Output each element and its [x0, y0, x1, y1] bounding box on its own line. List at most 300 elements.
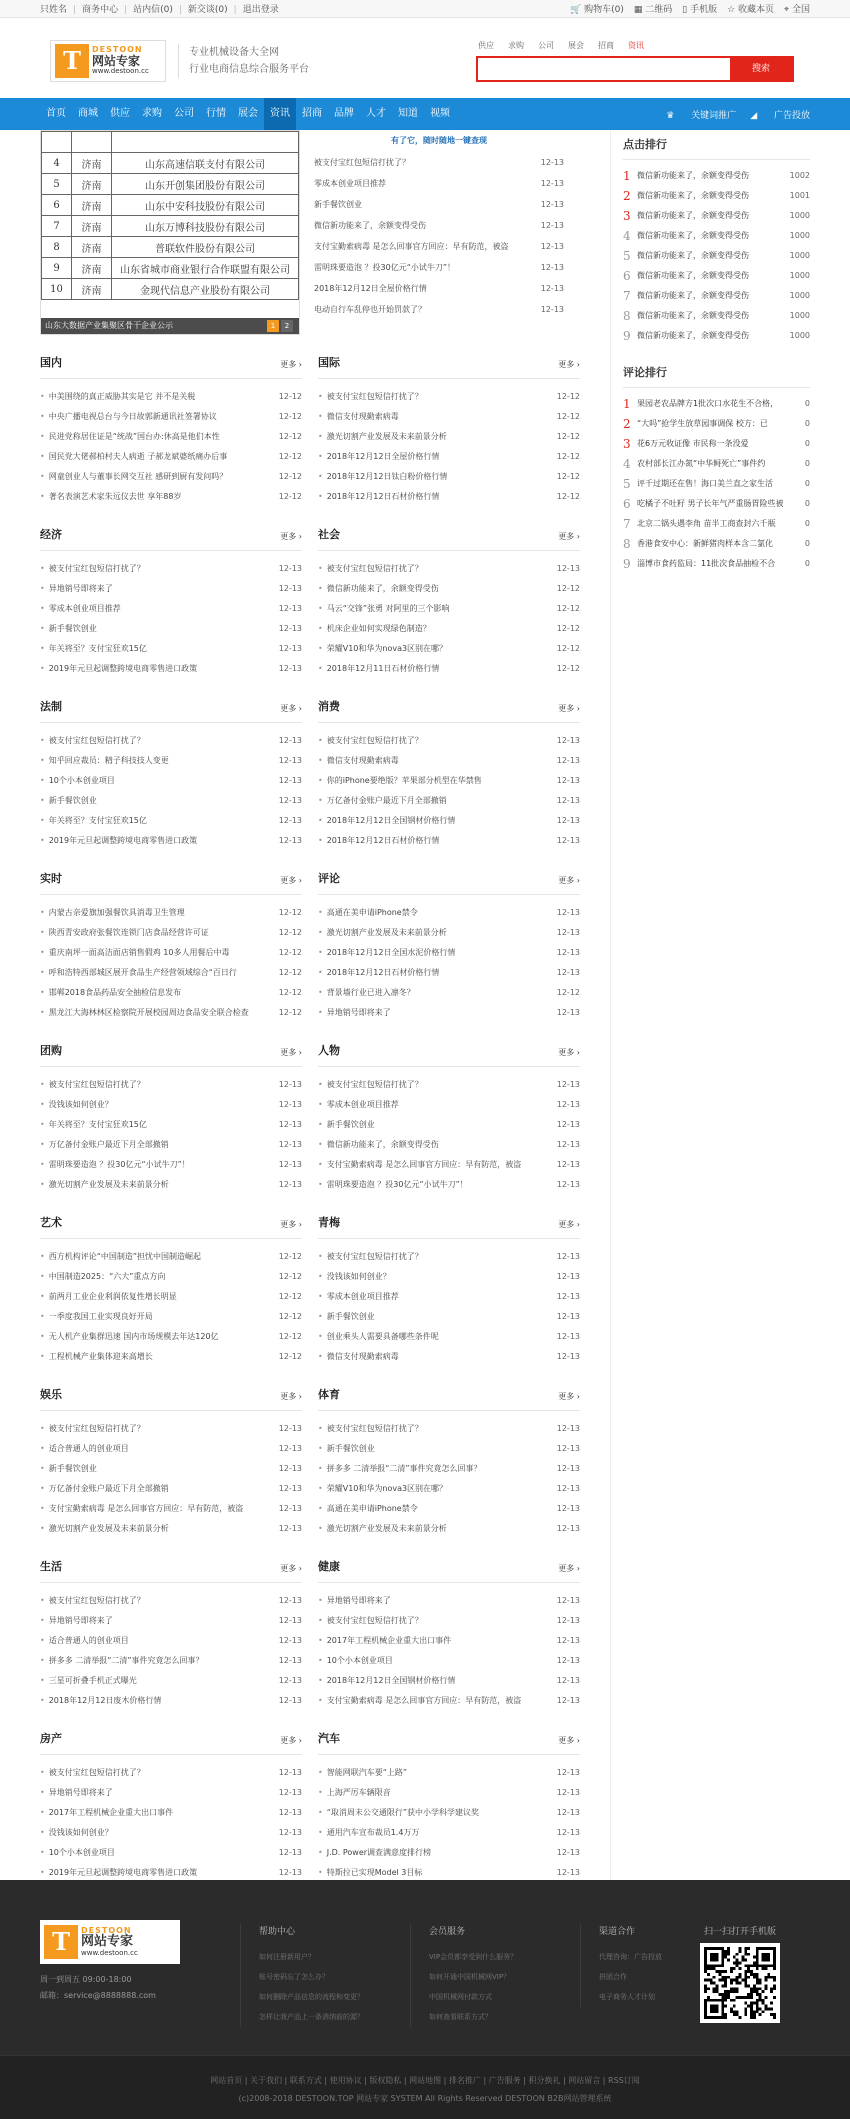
more-link[interactable] [558, 703, 580, 714]
list-item[interactable] [318, 1591, 580, 1611]
footer-link[interactable]: 如何查看联系方式？ [429, 2013, 492, 2021]
news-title[interactable]: • 激光切割产业发展及未来前景分析 [318, 427, 447, 447]
list-item[interactable] [318, 811, 580, 831]
news-title[interactable]: • 被支付宝红包短信打扰了？ [318, 731, 423, 751]
section-title[interactable]: 健康 [318, 1560, 340, 1573]
list-item[interactable] [40, 1479, 302, 1499]
news-title[interactable]: • 2019年元旦起调整跨境电商零售进口政策 [40, 659, 197, 679]
more-link[interactable] [558, 1047, 580, 1058]
nav-item[interactable]: 供应 [110, 108, 130, 119]
news-title[interactable]: • 一季度我国工业实现良好开局 [40, 1307, 153, 1327]
news-title[interactable]: • 新手餐饮创业 [318, 1115, 375, 1135]
more-link[interactable] [280, 1047, 302, 1058]
list-item[interactable] [318, 467, 580, 487]
nav-item[interactable]: 首页 [46, 108, 66, 119]
rank-item[interactable] [623, 514, 810, 534]
news-title[interactable]: • 西方机构评论“中国制造”担忧中国制造崛起 [40, 1247, 201, 1267]
list-item[interactable] [40, 447, 302, 467]
list-item[interactable] [40, 639, 302, 659]
list-item[interactable] [40, 1135, 302, 1155]
news-title[interactable]: • 2017年工程机械企业重大出口事件 [40, 1803, 173, 1823]
news-title[interactable]: • 被支付宝红包短信打扰了？ [40, 1763, 145, 1783]
list-item[interactable] [40, 1459, 302, 1479]
news-title[interactable]: • 年关将至？支付宝狂欢15亿 [40, 811, 147, 831]
news-title[interactable]: • 异地销号即将来了 [40, 1783, 113, 1803]
news-title[interactable]: • 高通在美申请iPhone禁令 [318, 903, 418, 923]
news-title[interactable]: • 2018年12月12日全国水泥价格行情 [318, 943, 455, 963]
news-title[interactable]: • 2019年元旦起调整跨境电商零售进口政策 [40, 1863, 197, 1883]
footer-bottom-link[interactable]: 广告服务 [488, 2076, 521, 2085]
more-link[interactable] [280, 875, 302, 886]
list-item[interactable] [40, 1631, 302, 1651]
list-item[interactable] [318, 487, 580, 507]
news-title[interactable]: • 激光切割产业发展及未来前景分析 [318, 923, 447, 943]
topbar-tool[interactable] [682, 5, 717, 15]
topbar-tool[interactable] [570, 5, 624, 15]
footer-bottom-link[interactable]: 积分换礼 [528, 2076, 561, 2085]
news-title[interactable]: • 2018年12月12日全国钢材价格行情 [318, 1671, 455, 1691]
news-title[interactable]: • 著名表演艺术家朱远仪去世 享年88岁 [40, 487, 181, 507]
section-title[interactable]: 房产 [40, 1732, 62, 1745]
more-link[interactable] [280, 531, 302, 542]
list-item[interactable] [318, 943, 580, 963]
footer-logo[interactable] [40, 1920, 180, 1964]
headline-title[interactable]: 被支付宝红包短信打扰了？ [314, 158, 410, 167]
news-title[interactable]: • 新手餐饮创业 [40, 1459, 97, 1479]
list-item[interactable] [314, 236, 564, 257]
list-item[interactable] [318, 903, 580, 923]
news-title[interactable]: • 被支付宝红包短信打扰了？ [318, 387, 423, 407]
section-title[interactable]: 国内 [40, 356, 62, 369]
section-title[interactable]: 国际 [318, 356, 340, 369]
news-title[interactable]: • 被支付宝红包短信打扰了？ [318, 1611, 423, 1631]
news-title[interactable]: • 无人机产业集群迅速 国内市场规模去年达120亿 [40, 1327, 219, 1347]
news-title[interactable]: • 智能网联汽车要“上路” [318, 1763, 407, 1783]
search-button[interactable]: 搜索 [730, 58, 792, 80]
more-link[interactable] [280, 1735, 302, 1746]
list-item[interactable] [40, 1843, 302, 1863]
news-title[interactable]: • 被支付宝红包短信打扰了？ [318, 1075, 423, 1095]
list-item[interactable] [318, 771, 580, 791]
news-title[interactable]: • 微信支付现勤索病毒 [318, 751, 399, 771]
news-title[interactable]: • 荣耀V10和华为nova3区别在哪？ [318, 1479, 447, 1499]
news-title[interactable]: • 新手餐饮创业 [40, 619, 97, 639]
topbar-link[interactable]: 站内信(0) [133, 5, 173, 15]
news-title[interactable]: • “取消周末公交通限行”获中小学科学建议奖 [318, 1803, 479, 1823]
news-title[interactable]: • 新手餐饮创业 [318, 1439, 375, 1459]
news-title[interactable]: • 零成本创业项目推荐 [318, 1095, 399, 1115]
news-title[interactable]: • 被支付宝红包短信打扰了？ [318, 559, 423, 579]
news-title[interactable]: • 新手餐饮创业 [318, 1307, 375, 1327]
rank-title[interactable]: 吃橘子不吐籽 男子长年气严重肠胃险些被 [637, 499, 784, 508]
list-item[interactable] [40, 1307, 302, 1327]
nav-item[interactable]: 展会 [238, 108, 258, 119]
topbar-tool[interactable] [784, 5, 810, 15]
footer-link[interactable]: 如何注册新用户？ [259, 1953, 315, 1961]
nav-item[interactable]: 招商 [302, 108, 322, 119]
rank-title[interactable]: 香港食安中心：新鲜猪肉样本含二氯化 [637, 539, 773, 548]
nav-item[interactable]: 资讯 [264, 98, 296, 130]
footer-bottom-link[interactable]: 联系方式 [289, 2076, 322, 2085]
more-link[interactable] [280, 1219, 302, 1230]
more-link[interactable] [558, 1735, 580, 1746]
list-item[interactable] [318, 1115, 580, 1135]
more-link[interactable] [280, 1563, 302, 1574]
footer-bottom-link[interactable]: 使用协议 [329, 2076, 362, 2085]
list-item[interactable] [318, 599, 580, 619]
list-item[interactable] [318, 751, 580, 771]
list-item[interactable] [318, 1843, 580, 1863]
list-item[interactable] [40, 831, 302, 851]
list-item[interactable] [318, 1823, 580, 1843]
list-item[interactable] [40, 1267, 302, 1287]
rank-item[interactable] [623, 206, 810, 226]
news-title[interactable]: • 民进党称居住证是“统战”国台办:休高是他们本性 [40, 427, 220, 447]
news-title[interactable]: • 没钱该如何创业？ [40, 1823, 113, 1843]
news-title[interactable]: • 上海严厉车辆限音 [318, 1783, 391, 1803]
list-item[interactable] [318, 791, 580, 811]
list-item[interactable] [314, 194, 564, 215]
footer-bottom-link[interactable]: 版权隐私 [369, 2076, 402, 2085]
news-title[interactable]: • 三星可折叠手机正式曝光 [40, 1671, 137, 1691]
search-tab[interactable]: 求购 [508, 41, 524, 50]
nav-item[interactable]: 视频 [430, 108, 450, 119]
footer-link[interactable]: 代理咨询：广告投放 [599, 1953, 662, 1961]
rank-title[interactable]: 淄博市食药监局：11批次食品抽检不合 [637, 559, 776, 568]
list-item[interactable] [318, 923, 580, 943]
list-item[interactable] [40, 1823, 302, 1843]
headline-title[interactable]: 雷明珠要造泡 ？投30亿元“小试牛刀”！ [314, 263, 456, 272]
slide-page-button[interactable]: 2 [281, 320, 293, 332]
list-item[interactable] [40, 1519, 302, 1539]
search-tab[interactable]: 资讯 [628, 41, 644, 50]
list-item[interactable] [318, 1803, 580, 1823]
news-title[interactable]: • 年关将至？支付宝狂欢15亿 [40, 1115, 147, 1135]
list-item[interactable] [40, 1611, 302, 1631]
list-item[interactable] [40, 1499, 302, 1519]
rank-item[interactable] [623, 554, 810, 574]
search-tab[interactable]: 公司 [538, 41, 554, 50]
list-item[interactable] [318, 1499, 580, 1519]
footer-bottom-link[interactable]: 排名推广 [448, 2076, 481, 2085]
list-item[interactable] [40, 1287, 302, 1307]
footer-bottom-link[interactable]: RSS订阅 [608, 2076, 640, 2085]
list-item[interactable] [318, 639, 580, 659]
rank-title[interactable]: 微信新功能来了，余额变得受伤 [637, 191, 749, 200]
news-title[interactable]: • 拼多多 二清举报“二清”事件究竟怎么回事？ [318, 1459, 482, 1479]
list-item[interactable] [40, 1075, 302, 1095]
list-item[interactable] [40, 1671, 302, 1691]
list-item[interactable] [318, 1479, 580, 1499]
news-title[interactable]: • 激光切割产业发展及未来前景分析 [40, 1175, 169, 1195]
headline-title[interactable]: 电动自行车乱停也开始罚款了？ [314, 305, 426, 314]
more-link[interactable] [558, 1563, 580, 1574]
news-title[interactable]: • 微信新功能来了，余额变得受伤 [318, 1135, 439, 1155]
topbar-tool[interactable] [727, 5, 774, 15]
list-item[interactable] [40, 963, 302, 983]
search-tab[interactable]: 展会 [568, 41, 584, 50]
list-item[interactable] [40, 1003, 302, 1023]
news-title[interactable]: • 2018年12月12日废木价格行情 [40, 1691, 161, 1711]
rank-title[interactable]: 微信新功能来了，余额变得受伤 [637, 291, 749, 300]
section-title[interactable]: 汽车 [318, 1732, 340, 1745]
news-title[interactable]: • 重庆南坪一面高洁面店销售假鸡 10多人用餐后中毒 [40, 943, 229, 963]
keyword-promo-link[interactable]: ♛ 关键词推广 [666, 110, 737, 121]
list-item[interactable] [40, 1115, 302, 1135]
headline-title[interactable]: 零成本创业项目推荐 [314, 179, 386, 188]
news-title[interactable]: • 中央广播电视总台与今日故郭新通讯社签署协议 [40, 407, 217, 427]
headline-title[interactable]: 2018年12月12日全屋价格行情 [314, 284, 427, 293]
news-title[interactable]: • 异地销号即将来了 [318, 1591, 391, 1611]
news-title[interactable]: • 10个小本创业项目 [40, 771, 115, 791]
rank-item[interactable] [623, 226, 810, 246]
list-item[interactable] [40, 467, 302, 487]
list-item[interactable] [40, 1651, 302, 1671]
section-title[interactable]: 人物 [318, 1044, 340, 1057]
list-item[interactable] [318, 619, 580, 639]
rank-item[interactable] [623, 434, 810, 454]
rank-item[interactable] [623, 266, 810, 286]
rank-title[interactable]: “大吗”抢学生放草园事调保 校方：已 [637, 419, 768, 428]
section-title[interactable]: 法制 [40, 700, 62, 713]
list-item[interactable] [40, 751, 302, 771]
section-title[interactable]: 社会 [318, 528, 340, 541]
news-title[interactable]: • 激光切割产业发展及未来前景分析 [318, 1519, 447, 1539]
news-title[interactable]: • 2018年12月12日石材价格行情 [318, 831, 439, 851]
list-item[interactable] [40, 619, 302, 639]
search-tab[interactable]: 供应 [478, 41, 494, 50]
list-item[interactable] [40, 387, 302, 407]
news-title[interactable]: • 机床企业如何实现绿色制造？ [318, 619, 431, 639]
news-title[interactable]: • 没钱该如何创业？ [40, 1095, 113, 1115]
news-title[interactable]: • 雷明珠要造泡 ？投30亿元“小试牛刀”！ [40, 1155, 190, 1175]
news-title[interactable]: • 背景墙行业已进入凛冬？ [318, 983, 415, 1003]
list-item[interactable] [40, 1327, 302, 1347]
list-item[interactable] [40, 1247, 302, 1267]
news-title[interactable]: • 2017年工程机械企业重大出口事件 [318, 1631, 451, 1651]
rank-item[interactable] [623, 454, 810, 474]
section-title[interactable]: 体育 [318, 1388, 340, 1401]
news-title[interactable]: • 零成本创业项目推荐 [40, 599, 121, 619]
section-title[interactable]: 团购 [40, 1044, 62, 1057]
list-item[interactable] [40, 487, 302, 507]
list-item[interactable] [40, 1155, 302, 1175]
list-item[interactable] [318, 1307, 580, 1327]
ad-link[interactable]: ◢ 广告投放 [750, 110, 810, 121]
rank-title[interactable]: 北京二锅头遇李角 苗半工商查封六千瓶 [637, 519, 776, 528]
list-item[interactable] [40, 1763, 302, 1783]
list-item[interactable] [40, 599, 302, 619]
list-item[interactable] [314, 152, 564, 173]
news-title[interactable]: • 支付宝勤索病毒 是怎么回事官方回应：早有防范，被盗 [40, 1499, 243, 1519]
rank-title[interactable]: 果园老农品牌方1批次口水花生不合格， [637, 399, 779, 408]
list-item[interactable] [318, 387, 580, 407]
news-title[interactable]: • 网童创业人与董事长网交互社 感研到厨有发问吗？ [40, 467, 227, 487]
nav-item[interactable]: 行情 [206, 108, 226, 119]
news-title[interactable]: • 支付宝勤索病毒 是怎么回事官方回应：早有防范，被盗 [318, 1691, 521, 1711]
list-item[interactable] [318, 1611, 580, 1631]
list-item[interactable] [40, 923, 302, 943]
search-tab[interactable]: 招商 [598, 41, 614, 50]
list-item[interactable] [318, 579, 580, 599]
list-item[interactable] [318, 427, 580, 447]
list-item[interactable] [40, 1095, 302, 1115]
list-item[interactable] [318, 1155, 580, 1175]
list-item[interactable] [318, 1459, 580, 1479]
list-item[interactable] [40, 1175, 302, 1195]
footer-bottom-link[interactable]: 网站首页 [210, 2076, 243, 2085]
news-title[interactable]: • 被支付宝红包短信打扰了？ [40, 731, 145, 751]
list-item[interactable] [40, 1591, 302, 1611]
list-item[interactable] [40, 731, 302, 751]
more-link[interactable] [558, 875, 580, 886]
site-logo[interactable] [50, 40, 166, 82]
list-item[interactable] [318, 1439, 580, 1459]
rank-title[interactable]: 微信新功能来了，余额变得受伤 [637, 251, 749, 260]
news-title[interactable]: • 2018年12月12日钛白粉价格行情 [318, 467, 447, 487]
list-item[interactable] [318, 1247, 580, 1267]
list-item[interactable] [318, 1003, 580, 1023]
list-item[interactable] [318, 1095, 580, 1115]
list-item[interactable] [40, 771, 302, 791]
rank-title[interactable]: 微信新功能来了，余额变得受伤 [637, 231, 749, 240]
rank-title[interactable]: 微信新功能来了，余额变得受伤 [637, 171, 749, 180]
list-item[interactable] [318, 1631, 580, 1651]
news-title[interactable]: • 被支付宝红包短信打扰了？ [318, 1247, 423, 1267]
news-title[interactable]: • 2018年12月12日全屋价格行情 [318, 447, 439, 467]
rank-item[interactable] [623, 414, 810, 434]
news-title[interactable]: • 创业乘头人需要具备哪些条件呢 [318, 1327, 439, 1347]
more-link[interactable] [280, 1391, 302, 1402]
list-item[interactable] [314, 299, 564, 320]
news-title[interactable]: • 10个小本创业项目 [318, 1651, 393, 1671]
news-title[interactable]: • 2018年12月12日石材价格行情 [318, 963, 439, 983]
list-item[interactable] [318, 831, 580, 851]
list-item[interactable] [318, 447, 580, 467]
news-title[interactable]: • 没钱该如何创业？ [318, 1267, 391, 1287]
news-title[interactable]: • 激光切割产业发展及未来前景分析 [40, 1519, 169, 1539]
rank-title[interactable]: 评千过期还在售！海口美兰直之家生活 [637, 479, 773, 488]
more-link[interactable] [280, 359, 302, 370]
topbar-tool[interactable] [634, 5, 672, 15]
footer-link[interactable]: 账号密码忘了怎么办？ [259, 1973, 329, 1981]
topbar-link[interactable]: 商务中心 [82, 5, 119, 15]
news-title[interactable]: • 被支付宝红包短信打扰了？ [40, 559, 145, 579]
rank-item[interactable] [623, 306, 810, 326]
footer-bottom-link[interactable]: 关于我们 [250, 2076, 283, 2085]
list-item[interactable] [318, 1419, 580, 1439]
news-title[interactable]: • 雷明珠要造泡 ？投30亿元“小试牛刀”！ [318, 1175, 468, 1195]
news-title[interactable]: • 适合普通人的创业项目 [40, 1439, 129, 1459]
rank-item[interactable] [623, 246, 810, 266]
slideshow[interactable] [40, 130, 300, 335]
footer-bottom-link[interactable]: 网站地图 [409, 2076, 442, 2085]
nav-item[interactable]: 求购 [142, 108, 162, 119]
list-item[interactable] [314, 215, 564, 236]
list-item[interactable] [40, 1691, 302, 1711]
list-item[interactable] [318, 1763, 580, 1783]
footer-link[interactable]: 中国机械网付款方式 [429, 1993, 492, 2001]
news-title[interactable]: • 异地销号即将来了 [318, 1003, 391, 1023]
news-title[interactable]: • 前两月工业企业利润依复性增长明显 [40, 1287, 177, 1307]
list-item[interactable] [40, 903, 302, 923]
news-title[interactable]: • 被支付宝红包短信打扰了？ [40, 1075, 145, 1095]
list-item[interactable] [318, 1075, 580, 1095]
list-item[interactable] [314, 173, 564, 194]
footer-link[interactable]: VIP会员都享受到什么服务？ [429, 1953, 518, 1961]
rank-title[interactable]: 花6万元收证像 市民称一条没爱 [637, 439, 749, 448]
list-item[interactable] [40, 427, 302, 447]
list-item[interactable] [40, 983, 302, 1003]
nav-item[interactable]: 公司 [174, 108, 194, 119]
news-title[interactable]: • 高通在美申请iPhone禁令 [318, 1499, 418, 1519]
list-item[interactable] [40, 1439, 302, 1459]
topbar-link[interactable]: 新交谈(0) [187, 5, 228, 15]
news-title[interactable]: • 万亿备付金账户最近下月全部撤销 [318, 791, 447, 811]
more-link[interactable] [558, 1391, 580, 1402]
news-title[interactable]: • 10个小本创业项目 [40, 1843, 115, 1863]
news-title[interactable]: • 特斯拉已实现Model 3目标 [318, 1863, 422, 1883]
list-item[interactable] [318, 1135, 580, 1155]
news-title[interactable]: • 2018年12月11日石材价格行情 [318, 659, 439, 679]
rank-item[interactable] [623, 474, 810, 494]
list-item[interactable] [318, 659, 580, 679]
footer-link[interactable]: 拼团合作 [599, 1973, 627, 1981]
list-item[interactable] [40, 559, 302, 579]
news-title[interactable]: • 适合普通人的创业项目 [40, 1631, 129, 1651]
section-title[interactable]: 青梅 [318, 1216, 340, 1229]
section-title[interactable]: 评论 [318, 872, 340, 885]
nav-item[interactable]: 商城 [78, 108, 98, 119]
list-item[interactable] [40, 1419, 302, 1439]
news-title[interactable]: • 工程机械产业集体迎来高增长 [40, 1347, 153, 1367]
news-title[interactable]: • 呼和浩特西部城区展开食品生产经营领域综合“百日行 [40, 963, 237, 983]
list-item[interactable] [318, 407, 580, 427]
news-title[interactable]: • 微信支付现勤索病毒 [318, 407, 399, 427]
headline-title[interactable]: 新手餐饮创业 [314, 200, 362, 209]
slide-page-button[interactable]: 1 [267, 320, 279, 332]
list-item[interactable] [318, 1287, 580, 1307]
news-title[interactable]: • 2018年12月12日全国钢材价格行情 [318, 811, 455, 831]
rank-item[interactable] [623, 286, 810, 306]
section-title[interactable]: 生活 [40, 1560, 62, 1573]
list-item[interactable] [40, 1347, 302, 1367]
nav-item[interactable]: 人才 [366, 108, 386, 119]
footer-link[interactable]: 如何开通中国机械网VIP？ [429, 1973, 511, 1981]
news-title[interactable]: • 知乎回应裁员：精子科技技人变更 [40, 751, 169, 771]
news-title[interactable]: • 微信支付现勤索病毒 [318, 1347, 399, 1367]
rank-item[interactable] [623, 534, 810, 554]
list-item[interactable] [40, 659, 302, 679]
news-title[interactable]: • 万亿备付金账户最近下月全部撤销 [40, 1479, 169, 1499]
list-item[interactable] [318, 731, 580, 751]
rank-item[interactable] [623, 394, 810, 414]
footer-link[interactable]: 如何删除产品信息的流程和变更？ [259, 1993, 364, 2001]
news-title[interactable]: • 被支付宝红包短信打扰了？ [40, 1419, 145, 1439]
more-link[interactable] [558, 359, 580, 370]
list-item[interactable] [318, 559, 580, 579]
news-title[interactable]: • 邯郸2018食品药品安全抽检信息发布 [40, 983, 181, 1003]
list-item[interactable] [318, 1327, 580, 1347]
list-item[interactable] [314, 257, 564, 278]
rank-title[interactable]: 微信新功能来了，余额变得受伤 [637, 211, 749, 220]
list-item[interactable] [318, 1175, 580, 1195]
section-title[interactable]: 经济 [40, 528, 62, 541]
news-title[interactable]: • 万亿备付金账户最近下月全部撤销 [40, 1135, 169, 1155]
topbar-link[interactable]: 退出登录 [242, 5, 279, 15]
news-title[interactable]: • 2019年元旦起调整跨境电商零售进口政策 [40, 831, 197, 851]
news-title[interactable]: • 被支付宝红包短信打扰了？ [40, 1591, 145, 1611]
